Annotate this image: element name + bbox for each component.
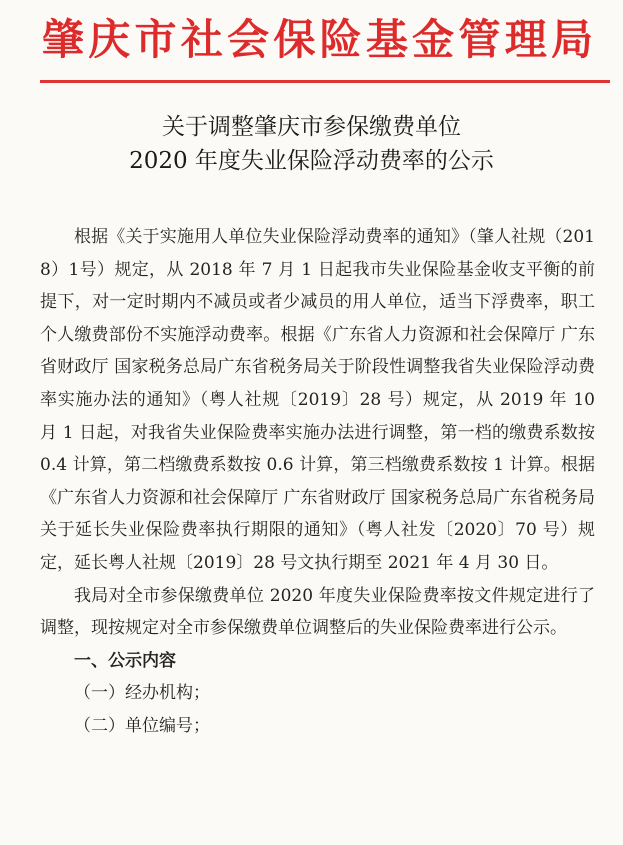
letterhead-red-rule [40,80,610,83]
list-item: （一）经办机构； [74,683,210,704]
section-heading-1: 一、公示内容 [74,650,176,671]
letterhead [0,0,623,95]
title-line-1: 关于调整肇庆市参保缴费单位 [162,114,461,140]
letterhead-org-name: 肇庆市社会保险基金管理局 [42,15,594,64]
document-title [0,110,623,178]
document-body [40,221,595,743]
list-item: （二）单位编号； [74,715,210,736]
body-paragraph-1: 根据《关于实施用人单位失业保险浮动费率的通知》（肇人社规（2018）1号）规定，从 2018 年 7 月 1 日起我市失业保险基金收支平衡的前提下，对一定时期内不减员或者少减员的用人单位，适当下浮费率，职工个人缴费部份不实施浮动费率。根据《广东省人力资源和社会保障厅 广东省财政厅 国家税务总局广东省税务局关于阶段性调整我省失业保险浮动费率实施办法的通知》（粤人社规〔2019〕28 号）规定，从 2019 年 10 月 1 日起，对我省失业保险费率实施办法进行调整，第一档的缴费系数按 0.4 计算，第二档缴费系数按 0.6 计算，第三档缴费系数按 1 计算。根据《广东省人力资源和社会保障厅 广东省财政厅 国家税务总局广东省税务局关于延长失业保险费率执行期限的通知》（粤人社发〔2020〕70 号）规定，延长粤人社规〔2019〕28 号文执行期至 2021 年 4 月 30 日。 [40,227,595,573]
body-paragraph-2: 我局对全市参保缴费单位 2020 年度失业保险费率按文件规定进行了调整，现按规定对全市参保缴费单位调整后的失业保险费率进行公示。 [40,585,595,639]
title-line-2: 2020 年度失业保险浮动费率的公示 [129,148,494,174]
